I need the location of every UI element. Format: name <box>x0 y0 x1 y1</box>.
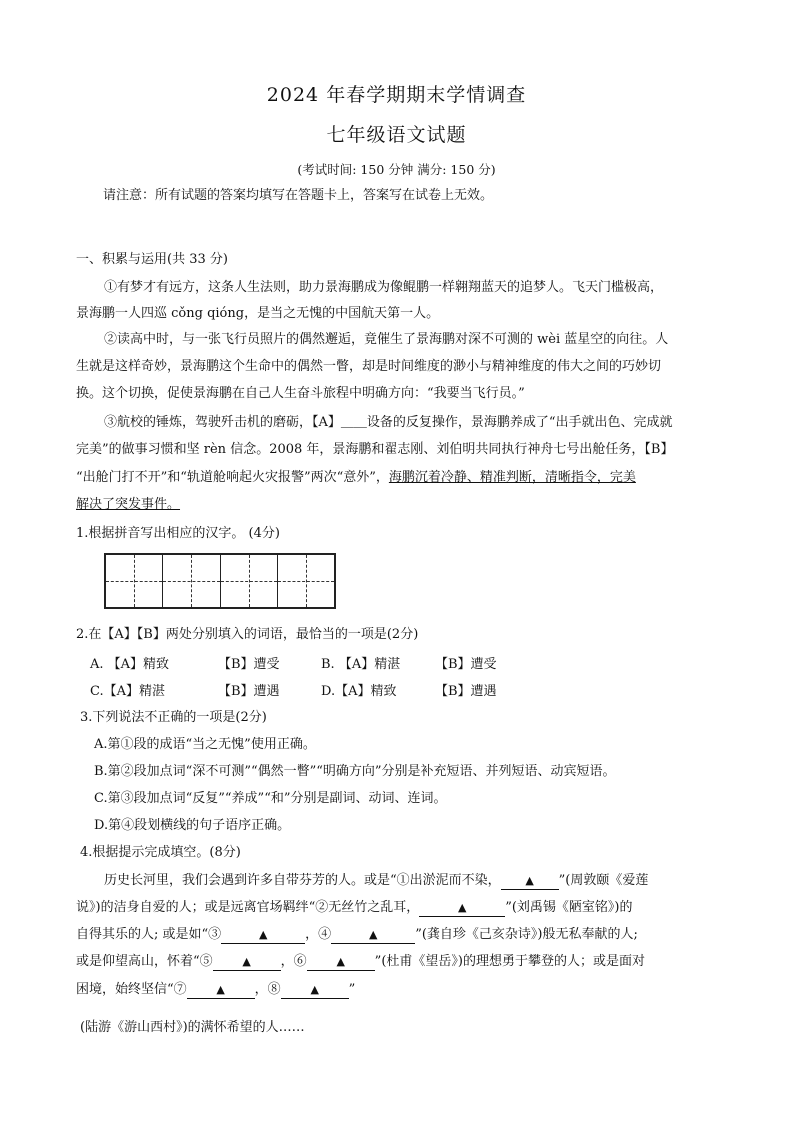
exam-title: 2024 年春学期期末学情调查 <box>266 84 527 106</box>
q2-option-c: C.【A】精湛 <box>90 684 166 699</box>
triangle-mark-icon: ▲ <box>242 955 251 968</box>
fill-blank-5[interactable] <box>213 954 281 971</box>
passage-p2-line2: 生就是这样奇妙，景海鹏这个生命中的偶然一瞥，却是时间维度的渺小与精神维度的伟大之间的巧妙切 <box>76 359 662 374</box>
answer-cell[interactable] <box>106 555 163 607</box>
q4-text: ，⑥ <box>280 954 307 969</box>
q3-option-d: D.第④段划横线的句子语序正确。 <box>94 818 291 833</box>
q2-option-d-b: 【B】遭遇 <box>435 684 497 699</box>
fill-blank-6[interactable] <box>307 954 375 971</box>
passage-p2-line3: 换。这个切换，促使景海鹏在自己人生奋斗旅程中明确方向：“我要当飞行员。” <box>76 386 525 401</box>
answer-grid[interactable] <box>104 553 336 609</box>
q4-text: 自得其乐的人; 或是如“③ <box>76 927 222 942</box>
passage-p3-line3 <box>76 468 636 488</box>
question-3: 3.下列说法不正确的一项是(2分) <box>80 710 267 725</box>
q4-text: 困境，始终坚信“⑦ <box>76 982 187 997</box>
triangle-mark-icon: ▲ <box>336 955 345 968</box>
q4-text: 说》)的洁身自爱的人；或是远离官场羁绊“②无丝竹之乱耳， <box>76 900 420 915</box>
q4-text: ”(刘禹锡《陋室铭》)的 <box>505 900 633 915</box>
passage-p3-line3-text: “出舱门打不开”和“轨道舱响起火灾报警”两次“意外”， <box>76 470 389 485</box>
exam-info: (考试时间: 150 分钟 满分: 150 分) <box>297 162 496 177</box>
q4-text: ”(龚自珍《己亥杂诗》)般无私奉献的人; <box>415 927 638 942</box>
q2-option-a-b: 【B】遭受 <box>218 657 280 672</box>
fill-blank-3[interactable] <box>221 927 305 944</box>
exam-notice: 请注意：所有试题的答案均填写在答题卡上，答案写在试卷上无效。 <box>103 188 494 203</box>
passage-p3-line1: ③航校的锤炼，驾驶歼击机的磨砺，【A】＿＿设备的反复操作，景海鹏养成了“出手就出色、完成就 <box>104 415 673 430</box>
passage-p1-line1: ①有梦才有远方，这条人生法则，助力景海鹏成为像鲲鹏一样翱翔蓝天的追梦人。飞天门槛极高， <box>104 280 664 295</box>
passage-p3-line2: 完美”的做事习惯和坚 rèn 信念。2008 年，景海鹏和翟志刚、刘伯明共同执行神舟七号出舱任务，【B】 <box>76 442 674 457</box>
fill-blank-2[interactable] <box>419 900 505 917</box>
q2-option-d: D.【A】精致 <box>321 684 397 699</box>
q4-text: ”(杜甫《望岳》)的理想勇于攀登的人；或是面对 <box>374 954 645 969</box>
q3-option-b: B.第②段加点词“深不可测”“偶然一瞥”“明确方向”分别是补充短语、并列短语、动宾短语。 <box>94 764 616 779</box>
answer-cell[interactable] <box>278 555 334 607</box>
fill-blank-1[interactable] <box>501 873 559 890</box>
q3-option-a: A.第①段的成语“当之无愧”使用正确。 <box>94 737 316 752</box>
question-1: 1.根据拼音写出相应的汉字。 (4分) <box>76 526 280 541</box>
answer-cell[interactable] <box>163 555 220 607</box>
fill-blank-8[interactable] <box>281 982 349 999</box>
passage-p1-line2: 景海鹏一人四巡 cǒng qióng，是当之无愧的中国航天第一人。 <box>76 306 440 321</box>
q4-line6: (陆游《游山西村》)的满怀希望的人…… <box>80 1020 305 1035</box>
q4-text: ，④ <box>305 927 332 942</box>
fill-blank-4[interactable] <box>331 927 415 944</box>
q2-option-b-b: 【B】遭受 <box>435 657 497 672</box>
triangle-mark-icon: ▲ <box>368 928 378 941</box>
triangle-mark-icon: ▲ <box>258 928 268 941</box>
q4-text: 历史长河里，我们会遇到许多自带芬芳的人。或是“①出淤泥而不染， <box>104 873 501 888</box>
q2-option-c-b: 【B】遭遇 <box>218 684 280 699</box>
underlined-sentence: 海鹏沉着冷静、精准判断，清晰指令，完美 <box>388 470 636 485</box>
q4-text: ，⑧ <box>254 982 281 997</box>
question-2: 2.在【A】【B】两处分别填入的词语，最恰当的一项是(2分) <box>76 627 419 642</box>
q4-line1 <box>104 871 648 891</box>
q2-option-a: A. 【A】精致 <box>90 657 170 672</box>
q4-line4 <box>76 952 645 972</box>
passage-p2-line1: ②读高中时，与一张飞行员照片的偶然邂逅，竟催生了景海鹏对深不可测的 wèi 蓝星空的向往。人 <box>104 332 669 347</box>
fill-blank-7[interactable] <box>187 982 255 999</box>
q4-line3 <box>76 925 638 945</box>
triangle-mark-icon: ▲ <box>216 983 225 996</box>
q4-text: ” <box>348 982 356 997</box>
triangle-mark-icon: ▲ <box>310 983 319 996</box>
q2-option-b: B. 【A】精湛 <box>321 657 401 672</box>
section-heading: 一、积累与运用(共 33 分) <box>76 252 228 267</box>
q4-line5 <box>76 980 355 1000</box>
underlined-sentence-end: 解决了突发事件。 <box>76 497 181 512</box>
q4-line2 <box>76 898 633 918</box>
triangle-mark-icon: ▲ <box>457 901 467 914</box>
question-4: 4.根据提示完成填空。(8分) <box>80 845 241 860</box>
q4-text: ”(周敦颐《爱莲 <box>558 873 649 888</box>
q4-text: 或是仰望高山，怀着“⑤ <box>76 954 213 969</box>
answer-cell[interactable] <box>221 555 278 607</box>
exam-subtitle: 七年级语文试题 <box>326 124 467 146</box>
triangle-mark-icon: ▲ <box>525 874 534 887</box>
q3-option-c: C.第③段加点词“反复”“养成”“和”分别是副词、动词、连词。 <box>94 791 447 806</box>
